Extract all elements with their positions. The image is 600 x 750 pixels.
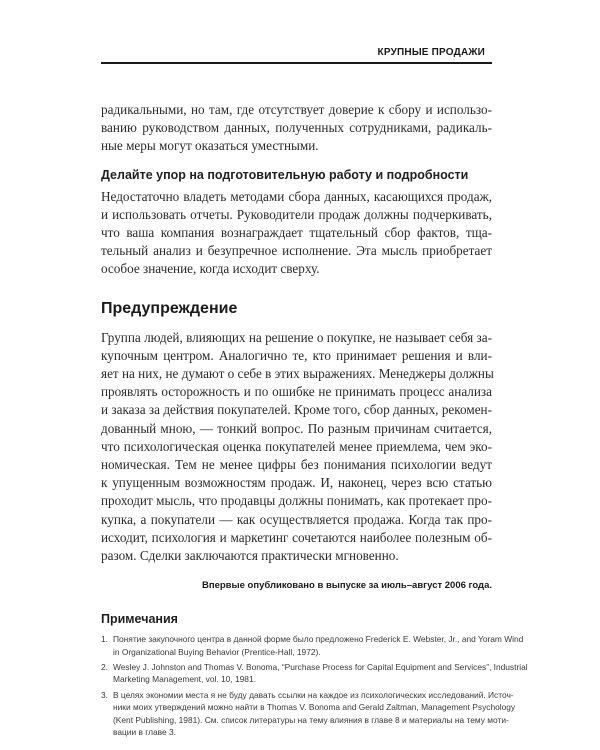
publication-note: Впервые опубликовано в выпуске за июль–август 2006 года. (201, 580, 492, 592)
note-number: 2. (101, 662, 108, 673)
text-line: что психологическая оценка покупателей менее приемлема, чем эко- (101, 438, 492, 454)
running-title: КРУПНЫЕ ПРОДАЖИ (377, 47, 485, 58)
text-line: и заказа за действия покупателей. Кроме того, сбор данных, рекомен- (101, 402, 492, 418)
text-line: Недостаточно владеть методами сбора данных, касающихся продаж, (101, 188, 492, 204)
note-line: (Kent Publishing, 1981). См. список литературы на тему влияния в главе 8 и материалы на тему моти- (113, 714, 509, 725)
text-line: и использовать отчеты. Руководители продаж должны подчеркивать, (101, 206, 492, 222)
subsection-paragraph (101, 188, 492, 279)
text-line: Группа людей, влияющих на решение о покупке, не называет себя за- (101, 329, 492, 345)
note-line: Понятие закупочного центра в данной форме было предложено Frederick E. Webster, Jr., and Yoram Wind (113, 634, 524, 645)
text-line: радикальными, но там, где отсутствует доверие к сбору и использо- (101, 102, 492, 117)
note-line: вации в главе 3. (113, 727, 177, 738)
text-line: номическая. Тем не менее цифры без понимания психологии ведут (101, 457, 492, 473)
note-item (101, 689, 516, 739)
text-line: ванию руководством данных, полученных сотрудниками, радикаль- (101, 120, 492, 136)
note-number: 3. (101, 689, 108, 700)
text-line: купочным центром. Аналогично те, кто принимает решения и вли- (101, 347, 492, 363)
warning-section-title: Предупреждение (101, 299, 238, 317)
header-rule (101, 62, 492, 64)
warning-paragraph (101, 329, 492, 566)
notes-title: Примечания (101, 612, 178, 627)
text-line: к упущенным возможностям продаж. И, наконец, через всю статью (101, 475, 492, 491)
note-line: Marketing Management, vol. 10, 1981. (113, 674, 256, 685)
text-line: проходит мысль, что продавцы должны понимать, как протекает про- (101, 493, 492, 509)
note-item (101, 661, 528, 686)
text-line: дованный мною, — тонкий вопрос. По разным причинам считается, (101, 420, 492, 436)
text-line: ные меры могут оказаться уместными. (101, 138, 319, 154)
note-line: ники моих утверждений можно найти в Thomas V. Bonoma and Gerald Zaltman, Management Psychology (113, 702, 516, 713)
notes-list (101, 633, 528, 738)
text-line: разом. Сделки заключаются практически мгновенно. (101, 548, 399, 564)
note-line: Wesley J. Johnston and Thomas V. Bonoma, “Purchase Process for Capital Equipment and Services”, Industrial (113, 662, 528, 673)
text-line: проявлять осторожность и по ошибке не принимать процесс анализа (101, 384, 492, 400)
page-body (101, 101, 528, 742)
intro-paragraph (101, 101, 492, 156)
text-line: тельный анализ и безупречное исполнение. Эта мысль приобретает (101, 243, 492, 259)
subsection-title: Делайте упор на подготовительную работу и подробности (101, 167, 469, 182)
note-number: 1. (101, 634, 108, 645)
text-line: исходит, психология и маркетинг сочетаются наиболее полезным об- (101, 529, 492, 545)
text-line: особое значение, когда исходит сверху. (101, 261, 320, 277)
text-line: что ваша компания вознаграждает тщательный сбор фактов, тща- (101, 225, 492, 241)
text-line: купка, а покупатели — как осуществляется продажа. Когда так про- (101, 511, 492, 527)
text-line: яет на них, не думают о себе в этих выражениях. Менеджеры должны (101, 366, 494, 382)
note-line: in Organizational Buying Behavior (Prentice-Hall, 1972). (113, 646, 321, 657)
note-line: В целях экономии места я не буду давать ссылки на каждое из психологических исследований. Источ- (113, 689, 514, 700)
note-item (101, 633, 524, 658)
